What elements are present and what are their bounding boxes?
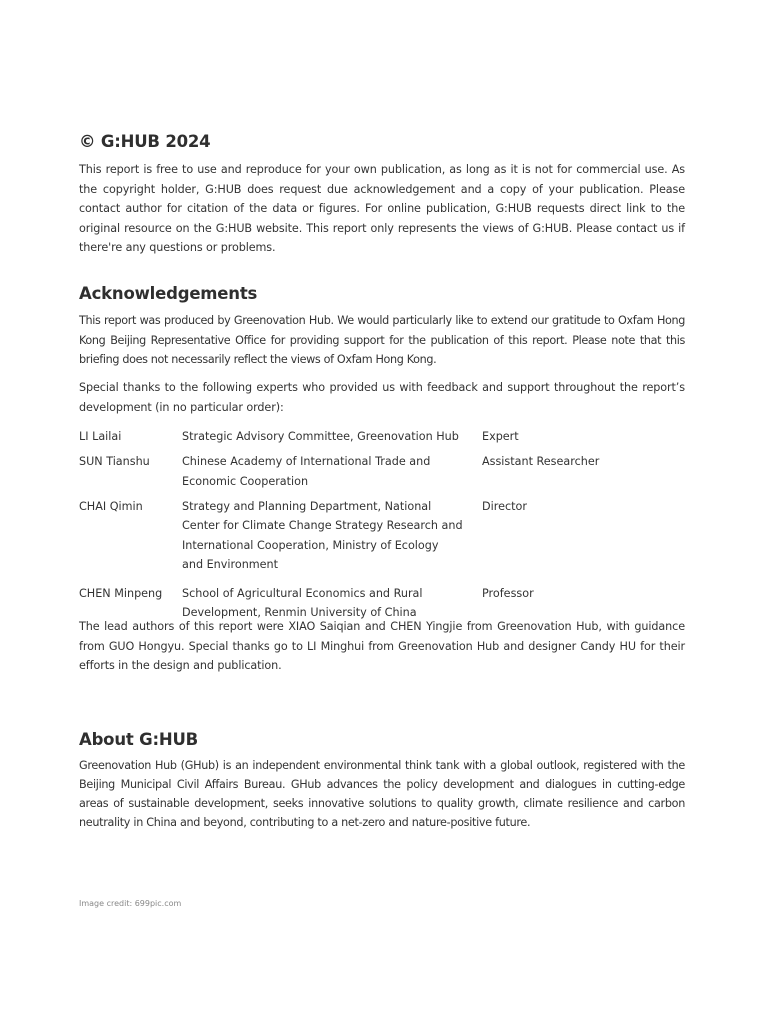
expert-organization: Chinese Academy of International Trade and Economic Cooperation <box>182 455 431 488</box>
table-row <box>79 452 685 491</box>
image-credit: Image credit: 699pic.com <box>79 899 182 908</box>
expert-role: Assistant Researcher <box>482 455 600 468</box>
copyright-heading: © G:HUB 2024 <box>79 132 211 151</box>
expert-name: LI Lailai <box>79 430 122 443</box>
expert-name: SUN Tianshu <box>79 455 150 468</box>
expert-name: CHEN Minpeng <box>79 586 163 600</box>
table-row <box>79 497 685 575</box>
acknowledgements-heading: Acknowledgements <box>79 284 258 303</box>
expert-role: Expert <box>482 430 519 443</box>
expert-role: Director <box>482 499 527 513</box>
copyright-text: This report is free to use and reproduce for your own publication, as long as it is not for commercial use. As the copyright holder, G:HUB does request due acknowledgement and a copy of your publication. Please contact author for citation of the data or figures. For online publication, G:HUB requests direct link to the original resource on the G:HUB website. This report only represents the views of G:HUB. Please contact us if there're any questions or problems. <box>79 163 685 254</box>
expert-organization: Strategic Advisory Committee, Greenovation Hub <box>182 430 459 443</box>
about-heading: About G:HUB <box>79 730 199 749</box>
about-text: Greenovation Hub (GHub) is an independent environmental think tank with a global outlook, registered with the Beijing Municipal Civil Affairs Bureau. GHub advances the policy development and dialogues in cutting-edge areas of sustainable development, seeks innovative solutions to quality growth, climate resilience and carbon neutrality in China and beyond, contributing to a net-zero and nature-positive future. <box>79 759 685 829</box>
table-row <box>79 427 685 447</box>
expert-role: Professor <box>482 586 534 600</box>
experts-table <box>79 427 685 628</box>
expert-name: CHAI Qimin <box>79 499 143 513</box>
lead-authors-paragraph: The lead authors of this report were XIAO Saiqian and CHEN Yingjie from Greenovation Hub, with guidance from GUO Hongyu. Special thanks go to LI Minghui from Greenovation Hub and designer Candy HU for their efforts in the design and publication. <box>79 620 685 672</box>
special-thanks-paragraph: Special thanks to the following experts who provided us with feedback and support throughout the report’s development (in no particular order): <box>79 381 685 414</box>
expert-organization: School of Agricultural Economics and Rural Development, Renmin University of China <box>182 586 423 619</box>
acknowledgements-paragraph: This report was produced by Greenovation Hub. We would particularly like to extend our gratitude to Oxfam Hong Kong Beijing Representative Office for providing support for the publication of this report. Please note that this briefing does not necessarily reflect the views of Oxfam Hong Kong. <box>79 314 685 366</box>
expert-organization: Strategy and Planning Department, National Center for Climate Change Strategy Research and International Cooperation, Ministry of Ecology and Environment <box>182 499 463 571</box>
